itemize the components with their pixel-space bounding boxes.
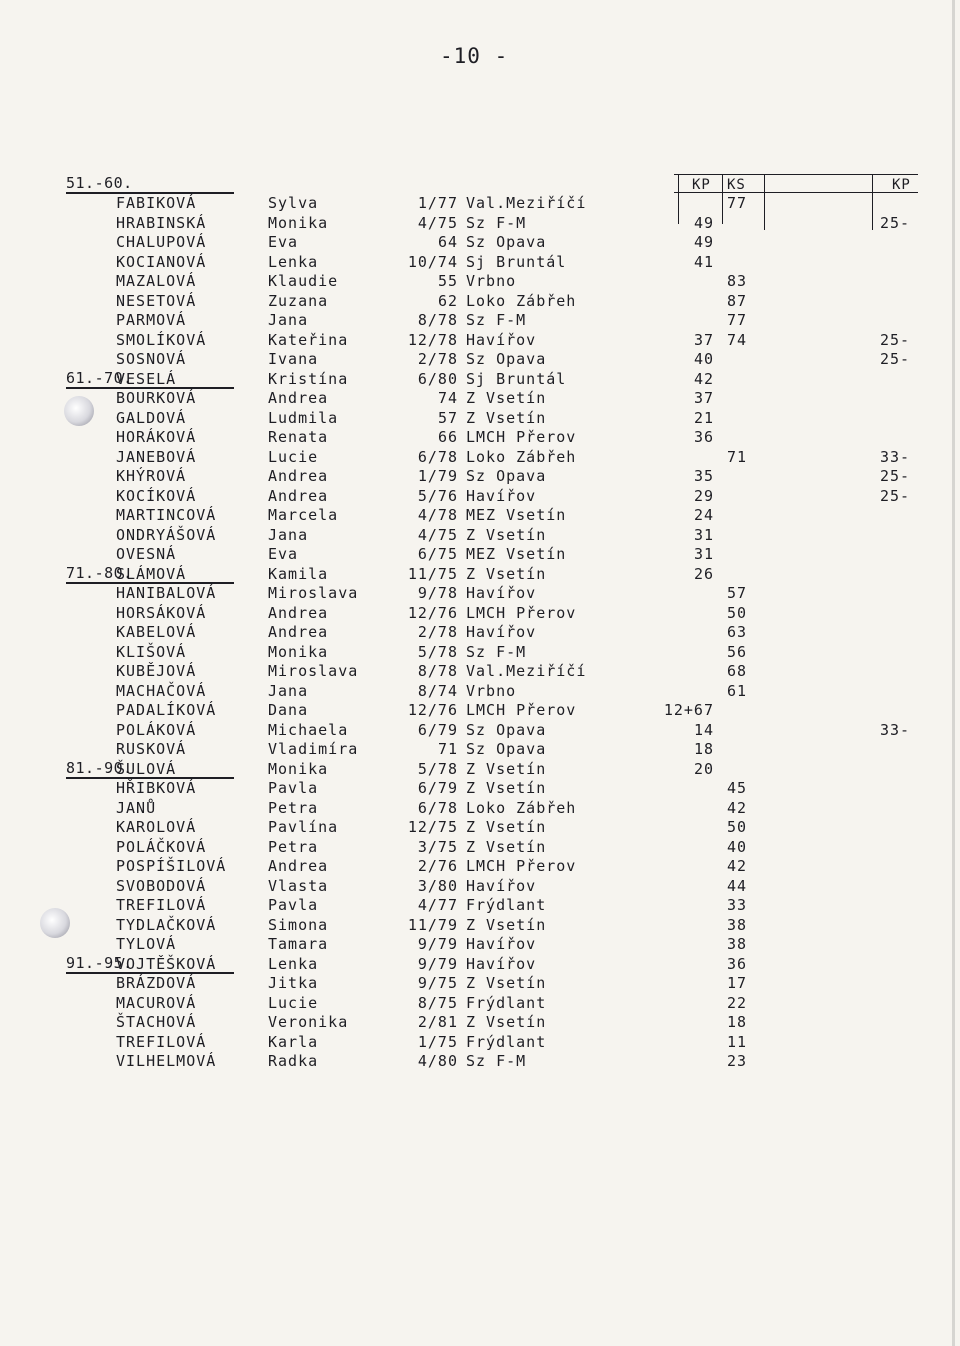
first-name-cell: Marcela: [268, 506, 339, 524]
birth-date-cell: 3/75: [417, 837, 458, 856]
first-name-cell: Jitka: [268, 974, 319, 992]
ks-cell: 45: [727, 779, 748, 797]
surname-cell: VESELÁ: [116, 369, 177, 388]
surname-cell: KAROLOVÁ: [116, 818, 197, 836]
kp-cell: 41: [693, 252, 714, 271]
birth-date-cell: 6/80: [417, 369, 458, 388]
birth-date-cell: 71: [437, 740, 458, 758]
surname-cell: SVOBODOVÁ: [116, 876, 207, 895]
page-number: -10 -: [440, 44, 509, 68]
surname-cell: TYLOVÁ: [116, 935, 177, 953]
table-row: [0, 330, 911, 351]
birth-date-cell: 11/79: [407, 915, 458, 934]
kp-cell: 37: [693, 330, 714, 349]
first-name-cell: Zuzana: [268, 291, 329, 310]
club-cell: Havířov: [466, 486, 537, 505]
birth-date-cell: 2/76: [417, 857, 458, 875]
kp-cell: 21: [693, 408, 714, 427]
birth-date-cell: 5/78: [417, 759, 458, 778]
surname-cell: BOURKOVÁ: [116, 389, 197, 407]
ks-cell: 33: [727, 896, 748, 914]
table-row: [0, 935, 900, 955]
table-row: [0, 292, 900, 312]
table-row: [0, 994, 900, 1014]
club-cell: Havířov: [466, 584, 537, 602]
table-row: [0, 818, 900, 838]
first-name-cell: Andrea: [268, 603, 329, 622]
first-name-cell: Petra: [268, 837, 319, 856]
table-row: [0, 447, 911, 468]
surname-cell: HŘIBKOVÁ: [116, 779, 197, 797]
first-name-cell: Vlasta: [268, 876, 329, 895]
ks-cell: 36: [727, 954, 748, 973]
birth-date-cell: 8/75: [417, 993, 458, 1012]
first-name-cell: Pavla: [268, 779, 319, 797]
kp-right-cell: 33-: [880, 447, 911, 466]
table-row: [0, 409, 900, 429]
ks-cell: 61: [727, 681, 748, 700]
surname-cell: ŠTACHOVÁ: [116, 1013, 197, 1031]
kp-right-cell: 25-: [880, 350, 911, 368]
table-row: [0, 526, 900, 546]
first-name-cell: Radka: [268, 1052, 319, 1070]
kp-cell: 14: [693, 720, 714, 739]
first-name-cell: Kristína: [268, 369, 349, 388]
club-cell: Sz Opava: [466, 740, 547, 758]
surname-cell: MACUROVÁ: [116, 993, 197, 1012]
surname-cell: TYDLAČKOVÁ: [116, 915, 217, 934]
club-cell: Val.Meziříčí: [466, 194, 587, 212]
first-name-cell: Pavla: [268, 896, 319, 914]
first-name-cell: Lenka: [268, 954, 319, 973]
club-cell: Z Vsetín: [466, 525, 547, 544]
ks-cell: 57: [727, 584, 748, 602]
surname-cell: GALDOVÁ: [116, 408, 187, 427]
birth-date-cell: 9/79: [417, 954, 458, 973]
club-cell: Z Vsetín: [466, 389, 547, 407]
surname-cell: KOCIANOVÁ: [116, 252, 207, 271]
table-row: [0, 213, 911, 234]
birth-date-cell: 10/74: [407, 252, 458, 271]
table-row: [0, 428, 900, 448]
club-cell: Sz Opava: [466, 350, 547, 368]
table-row: [0, 643, 900, 663]
kp-right-cell: 25-: [880, 213, 911, 232]
table-row: [0, 974, 900, 994]
birth-date-cell: 6/75: [417, 545, 458, 563]
surname-cell: JANEBOVÁ: [116, 447, 197, 466]
surname-cell: KHÝROVÁ: [116, 467, 187, 485]
ks-cell: 38: [727, 915, 748, 934]
table-row: [0, 584, 900, 604]
club-cell: Val.Meziříčí: [466, 662, 587, 680]
ks-cell: 87: [727, 291, 748, 310]
birth-date-cell: 6/78: [417, 798, 458, 817]
birth-date-cell: 4/78: [417, 506, 458, 524]
surname-cell: BRÁZDOVÁ: [116, 974, 197, 992]
table-row: [0, 350, 911, 370]
club-cell: Sz Opava: [466, 467, 547, 485]
ks-cell: 17: [727, 974, 748, 992]
table-row: [0, 623, 900, 643]
first-name-cell: Miroslava: [268, 584, 359, 602]
club-cell: Havířov: [466, 935, 537, 953]
kp-cell: 29: [693, 486, 714, 505]
club-cell: Sz Opava: [466, 720, 547, 739]
surname-cell: POLÁČKOVÁ: [116, 837, 207, 856]
first-name-cell: Sylva: [268, 194, 319, 212]
first-name-cell: Michaela: [268, 720, 349, 739]
table-row: [0, 857, 900, 877]
surname-cell: JANŮ: [116, 798, 157, 817]
group-label: 71.-80.: [66, 564, 133, 582]
table-row: [0, 877, 900, 897]
first-name-cell: Lucie: [268, 993, 319, 1012]
table-row: [0, 1033, 900, 1053]
surname-cell: KUBĚJOVÁ: [116, 662, 197, 680]
kp-cell: 49: [693, 213, 714, 232]
kp-right-cell: 33-: [880, 720, 911, 739]
birth-date-cell: 4/75: [417, 213, 458, 232]
kp-cell: 24: [693, 506, 714, 524]
ks-cell: 50: [727, 603, 748, 622]
club-cell: MEZ Vsetín: [466, 506, 567, 524]
birth-date-cell: 12/75: [407, 818, 458, 836]
first-name-cell: Andrea: [268, 486, 329, 505]
club-cell: Z Vsetín: [466, 408, 547, 427]
surname-cell: KABELOVÁ: [116, 623, 197, 641]
surname-cell: SLÁMOVÁ: [116, 564, 187, 583]
kp-cell: 31: [693, 525, 714, 544]
header-line-top: [674, 174, 918, 175]
birth-date-cell: 8/78: [417, 311, 458, 329]
ks-cell: 56: [727, 642, 748, 661]
group-label: 81.-90.: [66, 759, 133, 777]
group-label: 91.-95.: [66, 954, 133, 972]
table-row: [0, 799, 900, 819]
club-cell: Havířov: [466, 623, 537, 641]
club-cell: Sz F-M: [466, 311, 527, 329]
club-cell: Frýdlant: [466, 1032, 547, 1051]
surname-cell: MACHAČOVÁ: [116, 681, 207, 700]
first-name-cell: Monika: [268, 213, 329, 232]
first-name-cell: Veronika: [268, 1013, 349, 1031]
club-cell: Sz F-M: [466, 642, 527, 661]
surname-cell: VILHELMOVÁ: [116, 1052, 217, 1070]
surname-cell: SMOLÍKOVÁ: [116, 330, 207, 349]
first-name-cell: Jana: [268, 525, 309, 544]
kp-cell: 26: [693, 564, 714, 583]
table-row: [0, 740, 900, 760]
birth-date-cell: 1/79: [417, 467, 458, 485]
table-row: [0, 486, 911, 507]
birth-date-cell: 11/75: [407, 564, 458, 583]
club-cell: Z Vsetín: [466, 837, 547, 856]
club-cell: Sz F-M: [466, 1052, 527, 1070]
ks-cell: 42: [727, 857, 748, 875]
birth-date-cell: 3/80: [417, 876, 458, 895]
ks-cell: 23: [727, 1052, 748, 1070]
first-name-cell: Kateřina: [268, 330, 349, 349]
surname-cell: OVESNÁ: [116, 545, 177, 563]
birth-date-cell: 9/75: [417, 974, 458, 992]
surname-cell: MAZALOVÁ: [116, 272, 197, 290]
first-name-cell: Eva: [268, 545, 299, 563]
table-row: [0, 389, 900, 409]
table-row: [0, 779, 900, 799]
first-name-cell: Petra: [268, 798, 319, 817]
first-name-cell: Kamila: [268, 564, 329, 583]
kp-cell: 12+67: [663, 701, 714, 719]
ks-cell: 44: [727, 876, 748, 895]
club-cell: LMCH Přerov: [466, 603, 577, 622]
club-cell: MEZ Vsetín: [466, 545, 567, 563]
surname-cell: TREFILOVÁ: [116, 1032, 207, 1051]
table-row: [0, 701, 900, 721]
kp-cell: 37: [693, 389, 714, 407]
table-row: [0, 194, 900, 214]
surname-cell: TREFILOVÁ: [116, 896, 207, 914]
club-cell: Z Vsetín: [466, 915, 547, 934]
first-name-cell: Jana: [268, 681, 309, 700]
club-cell: Loko Zábřeh: [466, 798, 577, 817]
surname-cell: CHALUPOVÁ: [116, 233, 207, 251]
club-cell: Sz Opava: [466, 233, 547, 251]
kp-cell: 40: [693, 350, 714, 368]
club-cell: LMCH Přerov: [466, 428, 577, 446]
first-name-cell: Tamara: [268, 935, 329, 953]
first-name-cell: Ludmila: [268, 408, 339, 427]
birth-date-cell: 55: [437, 272, 458, 290]
table-row: [0, 662, 900, 682]
page-edge-shadow: [952, 0, 955, 1346]
surname-cell: PADALÍKOVÁ: [116, 701, 217, 719]
club-cell: Havířov: [466, 330, 537, 349]
surname-cell: VOJTĚŠKOVÁ: [116, 954, 217, 973]
ks-cell: 71: [727, 447, 748, 466]
ks-cell: 22: [727, 993, 748, 1012]
birth-date-cell: 74: [437, 389, 458, 407]
ks-cell: 42: [727, 798, 748, 817]
club-cell: Z Vsetín: [466, 974, 547, 992]
kp-cell: 36: [693, 428, 714, 446]
birth-date-cell: 9/79: [417, 935, 458, 953]
first-name-cell: Andrea: [268, 467, 329, 485]
first-name-cell: Dana: [268, 701, 309, 719]
club-cell: Frýdlant: [466, 993, 547, 1012]
club-cell: Loko Zábřeh: [466, 447, 577, 466]
table-row: [0, 545, 900, 565]
first-name-cell: Andrea: [268, 389, 329, 407]
surname-cell: KLIŠOVÁ: [116, 642, 187, 661]
ks-cell: 18: [727, 1013, 748, 1031]
club-cell: Havířov: [466, 954, 537, 973]
table-row: [0, 604, 900, 624]
table-row: [0, 272, 900, 292]
header-ks: KS: [727, 177, 746, 193]
birth-date-cell: 4/80: [417, 1052, 458, 1070]
club-cell: Sj Bruntál: [466, 369, 567, 388]
surname-cell: KOCÍKOVÁ: [116, 486, 197, 505]
first-name-cell: Andrea: [268, 857, 329, 875]
club-cell: Sz F-M: [466, 213, 527, 232]
table-row: [0, 916, 900, 936]
surname-cell: RUSKOVÁ: [116, 740, 187, 758]
kp-right-cell: 25-: [880, 486, 911, 505]
club-cell: Z Vsetín: [466, 818, 547, 836]
birth-date-cell: 57: [437, 408, 458, 427]
surname-cell: POSPÍŠILOVÁ: [116, 857, 227, 875]
surname-cell: PARMOVÁ: [116, 311, 187, 329]
first-name-cell: Lenka: [268, 252, 319, 271]
birth-date-cell: 12/76: [407, 603, 458, 622]
ks-cell: 68: [727, 662, 748, 680]
table-row: [0, 233, 900, 253]
club-cell: Vrbno: [466, 681, 517, 700]
birth-date-cell: 8/78: [417, 662, 458, 680]
birth-date-cell: 2/78: [417, 350, 458, 368]
birth-date-cell: 12/78: [407, 330, 458, 349]
kp-cell: 42: [693, 369, 714, 388]
birth-date-cell: 4/75: [417, 525, 458, 544]
first-name-cell: Eva: [268, 233, 299, 251]
kp-cell: 18: [693, 740, 714, 758]
first-name-cell: Miroslava: [268, 662, 359, 680]
surname-cell: HORÁKOVÁ: [116, 428, 197, 446]
table-row: [0, 720, 911, 741]
table-row: [0, 253, 900, 273]
surname-cell: ŠULOVÁ: [116, 759, 177, 778]
kp-cell: 20: [693, 759, 714, 778]
ks-cell: 38: [727, 935, 748, 953]
birth-date-cell: 2/78: [417, 623, 458, 641]
first-name-cell: Lucie: [268, 447, 319, 466]
birth-date-cell: 62: [437, 291, 458, 310]
table-row: [0, 838, 900, 858]
header-kp-right: KP: [892, 177, 911, 193]
surname-cell: HRABINSKÁ: [116, 213, 207, 232]
ks-cell: 63: [727, 623, 748, 641]
table-row: [0, 467, 911, 487]
first-name-cell: Karla: [268, 1032, 319, 1051]
birth-date-cell: 5/78: [417, 642, 458, 661]
club-cell: LMCH Přerov: [466, 857, 577, 875]
surname-cell: HORSÁKOVÁ: [116, 603, 207, 622]
ks-cell: 40: [727, 837, 748, 856]
club-cell: Z Vsetín: [466, 759, 547, 778]
birth-date-cell: 12/76: [407, 701, 458, 719]
surname-cell: NESETOVÁ: [116, 291, 197, 310]
ks-cell: 74: [727, 330, 748, 349]
ks-cell: 77: [727, 194, 748, 212]
surname-cell: MARTINCOVÁ: [116, 506, 217, 524]
ks-cell: 83: [727, 272, 748, 290]
kp-cell: 49: [693, 233, 714, 251]
birth-date-cell: 4/77: [417, 896, 458, 914]
first-name-cell: Vladimíra: [268, 740, 359, 758]
birth-date-cell: 6/79: [417, 779, 458, 797]
club-cell: Vrbno: [466, 272, 517, 290]
kp-right-cell: 25-: [880, 467, 911, 485]
club-cell: Sj Bruntál: [466, 252, 567, 271]
club-cell: Z Vsetín: [466, 564, 547, 583]
first-name-cell: Klaudie: [268, 272, 339, 290]
table-row: [0, 506, 900, 526]
first-name-cell: Monika: [268, 642, 329, 661]
club-cell: Loko Zábřeh: [466, 291, 577, 310]
table-row: [0, 1052, 900, 1072]
surname-cell: FABIKOVÁ: [116, 194, 197, 212]
table-row: [0, 896, 900, 916]
birth-date-cell: 6/78: [417, 447, 458, 466]
club-cell: LMCH Přerov: [466, 701, 577, 719]
birth-date-cell: 64: [437, 233, 458, 251]
first-name-cell: Renata: [268, 428, 329, 446]
kp-cell: 31: [693, 545, 714, 563]
birth-date-cell: 5/76: [417, 486, 458, 505]
birth-date-cell: 9/78: [417, 584, 458, 602]
ks-cell: 11: [727, 1032, 748, 1051]
birth-date-cell: 66: [437, 428, 458, 446]
club-cell: Frýdlant: [466, 896, 547, 914]
first-name-cell: Jana: [268, 311, 309, 329]
kp-right-cell: 25-: [880, 330, 911, 349]
table-row: [0, 1013, 900, 1033]
first-name-cell: Pavlína: [268, 818, 339, 836]
club-cell: Havířov: [466, 876, 537, 895]
surname-cell: SOSNOVÁ: [116, 350, 187, 368]
birth-date-cell: 1/77: [417, 194, 458, 212]
header-kp: KP: [692, 177, 711, 193]
group-label: 61.-70.: [66, 369, 133, 387]
club-cell: Z Vsetín: [466, 779, 547, 797]
birth-date-cell: 8/74: [417, 681, 458, 700]
club-cell: Z Vsetín: [466, 1013, 547, 1031]
table-row: [0, 682, 900, 702]
table-row: [0, 311, 900, 331]
ks-cell: 50: [727, 818, 748, 836]
group-label: 51.-60.: [66, 174, 133, 192]
first-name-cell: Simona: [268, 915, 329, 934]
surname-cell: HANIBALOVÁ: [116, 584, 217, 602]
ks-cell: 77: [727, 311, 748, 329]
birth-date-cell: 6/79: [417, 720, 458, 739]
first-name-cell: Monika: [268, 759, 329, 778]
surname-cell: ONDRYÁŠOVÁ: [116, 525, 217, 544]
first-name-cell: Andrea: [268, 623, 329, 641]
birth-date-cell: 2/81: [417, 1013, 458, 1031]
kp-cell: 35: [693, 467, 714, 485]
first-name-cell: Ivana: [268, 350, 319, 368]
surname-cell: POLÁKOVÁ: [116, 720, 197, 739]
birth-date-cell: 1/75: [417, 1032, 458, 1051]
